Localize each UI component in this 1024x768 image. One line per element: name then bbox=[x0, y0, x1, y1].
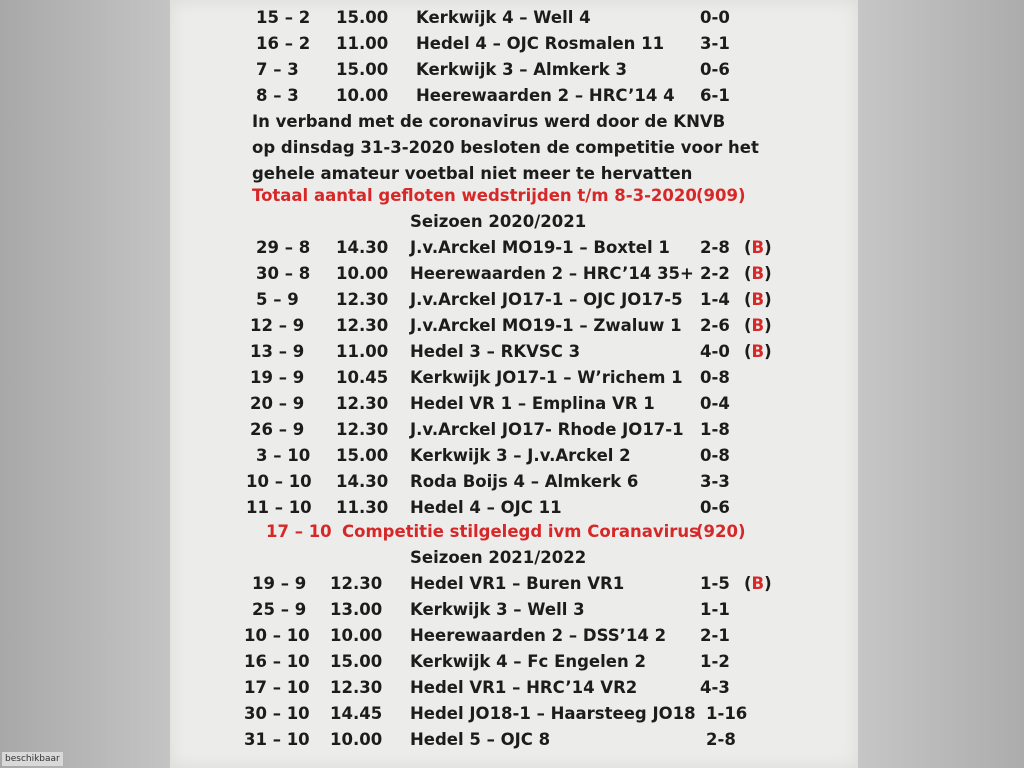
match-date: 16 – 10 bbox=[244, 652, 310, 671]
match-date: 25 – 9 bbox=[252, 600, 307, 619]
match-score: 2-6 bbox=[700, 316, 730, 335]
match-date: 7 – 3 bbox=[256, 60, 299, 79]
match-row bbox=[170, 32, 858, 56]
b-marker bbox=[744, 314, 772, 338]
match-score: 1-8 bbox=[700, 420, 730, 439]
status-bar-text: beschikbaar bbox=[2, 752, 63, 766]
match-date: 10 – 10 bbox=[246, 472, 312, 491]
match-time: 14.30 bbox=[336, 238, 389, 257]
match-date: 16 – 2 bbox=[256, 34, 311, 53]
match-score: 6-1 bbox=[700, 86, 730, 105]
match-row bbox=[170, 496, 858, 520]
match-score: 2-1 bbox=[700, 626, 730, 645]
match-time: 12.30 bbox=[336, 290, 389, 309]
b-close: ) bbox=[764, 574, 772, 593]
season-heading: Seizoen 2020/2021 bbox=[410, 212, 587, 231]
match-score: 0-8 bbox=[700, 368, 730, 387]
screen-bezel-right bbox=[858, 0, 1024, 768]
match-row bbox=[170, 470, 858, 494]
match-row bbox=[170, 366, 858, 390]
match-date: 29 – 8 bbox=[256, 238, 311, 257]
match-teams: Hedel 4 – OJC Rosmalen 11 bbox=[416, 34, 665, 53]
match-score: 1-4 bbox=[700, 290, 730, 309]
match-date: 3 – 10 bbox=[256, 446, 311, 465]
match-time: 15.00 bbox=[336, 446, 389, 465]
match-score: 1-16 bbox=[706, 704, 748, 723]
match-date: 19 – 9 bbox=[252, 574, 307, 593]
match-teams: Hedel JO18-1 – Haarsteeg JO18 bbox=[410, 704, 696, 723]
b-close: ) bbox=[764, 316, 772, 335]
match-time: 10.00 bbox=[336, 264, 389, 283]
b-marker bbox=[744, 340, 772, 364]
b-marker bbox=[744, 572, 772, 596]
match-score: 1-2 bbox=[700, 652, 730, 671]
match-teams: Hedel 4 – OJC 11 bbox=[410, 498, 562, 517]
match-score: 0-0 bbox=[700, 8, 730, 27]
match-teams: Kerkwijk 3 – Almkerk 3 bbox=[416, 60, 627, 79]
match-row bbox=[170, 702, 858, 726]
b-marker bbox=[744, 262, 772, 286]
match-time: 13.00 bbox=[330, 600, 383, 619]
b-open: ( bbox=[744, 342, 752, 361]
match-time: 11.30 bbox=[336, 498, 389, 517]
match-score: 2-8 bbox=[700, 238, 730, 257]
b-marker bbox=[744, 288, 772, 312]
match-score: 4-3 bbox=[700, 678, 730, 697]
match-row bbox=[170, 340, 858, 364]
corona-note-line-2: op dinsdag 31-3-2020 besloten de competitie voor het bbox=[252, 138, 759, 157]
match-row bbox=[170, 728, 858, 752]
match-row bbox=[170, 676, 858, 700]
b-letter: B bbox=[751, 238, 765, 257]
match-date: 5 – 9 bbox=[256, 290, 299, 309]
match-date: 17 – 10 bbox=[244, 678, 310, 697]
b-marker bbox=[744, 236, 772, 260]
match-time: 12.30 bbox=[336, 394, 389, 413]
match-score: 3-1 bbox=[700, 34, 730, 53]
match-time: 15.00 bbox=[330, 652, 383, 671]
season-heading: Seizoen 2021/2022 bbox=[410, 548, 587, 567]
match-row bbox=[170, 236, 858, 260]
match-teams: J.v.Arckel JO17- Rhode JO17-1 bbox=[410, 420, 684, 439]
b-open: ( bbox=[744, 290, 752, 309]
b-close: ) bbox=[764, 290, 772, 309]
match-time: 10.45 bbox=[336, 368, 389, 387]
match-date: 30 – 8 bbox=[256, 264, 311, 283]
stop-count: (920) bbox=[696, 522, 746, 541]
match-score: 2-8 bbox=[706, 730, 736, 749]
match-row bbox=[170, 288, 858, 312]
b-open: ( bbox=[744, 238, 752, 257]
match-teams: Kerkwijk 3 – J.v.Arckel 2 bbox=[410, 446, 631, 465]
match-date: 8 – 3 bbox=[256, 86, 299, 105]
match-teams: Hedel VR1 – Buren VR1 bbox=[410, 574, 625, 593]
match-score: 2-2 bbox=[700, 264, 730, 283]
match-date: 30 – 10 bbox=[244, 704, 310, 723]
match-teams: Kerkwijk JO17-1 – W’richem 1 bbox=[410, 368, 683, 387]
match-score: 0-6 bbox=[700, 60, 730, 79]
match-time: 11.00 bbox=[336, 342, 389, 361]
b-letter: B bbox=[751, 574, 765, 593]
match-time: 12.30 bbox=[336, 420, 389, 439]
season-total-count: (909) bbox=[696, 186, 746, 205]
match-teams: J.v.Arckel JO17-1 – OJC JO17-5 bbox=[410, 290, 683, 309]
match-time: 12.30 bbox=[336, 316, 389, 335]
season-total-label: Totaal aantal gefloten wedstrijden t/m 8-3-2020 bbox=[252, 186, 697, 205]
b-open: ( bbox=[744, 574, 752, 593]
corona-note-line-1: In verband met de coronavirus werd door de KNVB bbox=[252, 112, 726, 131]
match-date: 10 – 10 bbox=[244, 626, 310, 645]
match-time: 12.30 bbox=[330, 574, 383, 593]
match-teams: Heerewaarden 2 – HRC’14 35+ bbox=[410, 264, 694, 283]
match-teams: Kerkwijk 4 – Well 4 bbox=[416, 8, 591, 27]
b-close: ) bbox=[764, 238, 772, 257]
match-date: 20 – 9 bbox=[250, 394, 305, 413]
match-score: 0-6 bbox=[700, 498, 730, 517]
match-score: 4-0 bbox=[700, 342, 730, 361]
stop-date: 17 – 10 bbox=[266, 522, 332, 541]
match-score: 1-5 bbox=[700, 574, 730, 593]
match-time: 10.00 bbox=[336, 86, 389, 105]
match-row bbox=[170, 650, 858, 674]
season-total-row bbox=[170, 184, 858, 208]
match-teams: Hedel VR 1 – Emplina VR 1 bbox=[410, 394, 655, 413]
match-row bbox=[170, 444, 858, 468]
match-row bbox=[170, 572, 858, 596]
document-page bbox=[170, 0, 858, 768]
match-teams: Kerkwijk 4 – Fc Engelen 2 bbox=[410, 652, 646, 671]
match-row bbox=[170, 598, 858, 622]
match-date: 11 – 10 bbox=[246, 498, 312, 517]
match-row bbox=[170, 624, 858, 648]
match-teams: Kerkwijk 3 – Well 3 bbox=[410, 600, 585, 619]
b-open: ( bbox=[744, 316, 752, 335]
match-score: 1-1 bbox=[700, 600, 730, 619]
match-time: 14.45 bbox=[330, 704, 383, 723]
match-date: 12 – 9 bbox=[250, 316, 305, 335]
match-row bbox=[170, 84, 858, 108]
b-letter: B bbox=[751, 264, 765, 283]
match-teams: Heerewaarden 2 – DSS’14 2 bbox=[410, 626, 667, 645]
b-close: ) bbox=[764, 342, 772, 361]
match-row bbox=[170, 58, 858, 82]
match-date: 19 – 9 bbox=[250, 368, 305, 387]
match-date: 31 – 10 bbox=[244, 730, 310, 749]
b-letter: B bbox=[751, 342, 765, 361]
match-score: 0-4 bbox=[700, 394, 730, 413]
match-row bbox=[170, 314, 858, 338]
match-teams: J.v.Arckel MO19-1 – Zwaluw 1 bbox=[410, 316, 682, 335]
match-time: 10.00 bbox=[330, 730, 383, 749]
match-score: 3-3 bbox=[700, 472, 730, 491]
match-teams: Hedel 3 – RKVSC 3 bbox=[410, 342, 581, 361]
match-time: 11.00 bbox=[336, 34, 389, 53]
match-time: 12.30 bbox=[330, 678, 383, 697]
corona-note-line-3: gehele amateur voetbal niet meer te hervatten bbox=[252, 164, 693, 183]
match-teams: J.v.Arckel MO19-1 – Boxtel 1 bbox=[410, 238, 670, 257]
match-teams: Hedel VR1 – HRC’14 VR2 bbox=[410, 678, 638, 697]
match-row bbox=[170, 392, 858, 416]
b-letter: B bbox=[751, 290, 765, 309]
match-time: 14.30 bbox=[336, 472, 389, 491]
match-date: 13 – 9 bbox=[250, 342, 305, 361]
match-row bbox=[170, 6, 858, 30]
competition-stopped-row bbox=[170, 520, 858, 544]
match-date: 15 – 2 bbox=[256, 8, 311, 27]
match-row bbox=[170, 262, 858, 286]
b-open: ( bbox=[744, 264, 752, 283]
match-time: 10.00 bbox=[330, 626, 383, 645]
match-teams: Roda Boijs 4 – Almkerk 6 bbox=[410, 472, 639, 491]
b-close: ) bbox=[764, 264, 772, 283]
match-teams: Hedel 5 – OJC 8 bbox=[410, 730, 551, 749]
screen-bezel-left bbox=[0, 0, 170, 768]
match-time: 15.00 bbox=[336, 60, 389, 79]
match-teams: Heerewaarden 2 – HRC’14 4 bbox=[416, 86, 675, 105]
match-time: 15.00 bbox=[336, 8, 389, 27]
match-row bbox=[170, 418, 858, 442]
stop-label: Competitie stilgelegd ivm Coranavirus bbox=[342, 522, 699, 541]
match-date: 26 – 9 bbox=[250, 420, 305, 439]
b-letter: B bbox=[751, 316, 765, 335]
match-score: 0-8 bbox=[700, 446, 730, 465]
